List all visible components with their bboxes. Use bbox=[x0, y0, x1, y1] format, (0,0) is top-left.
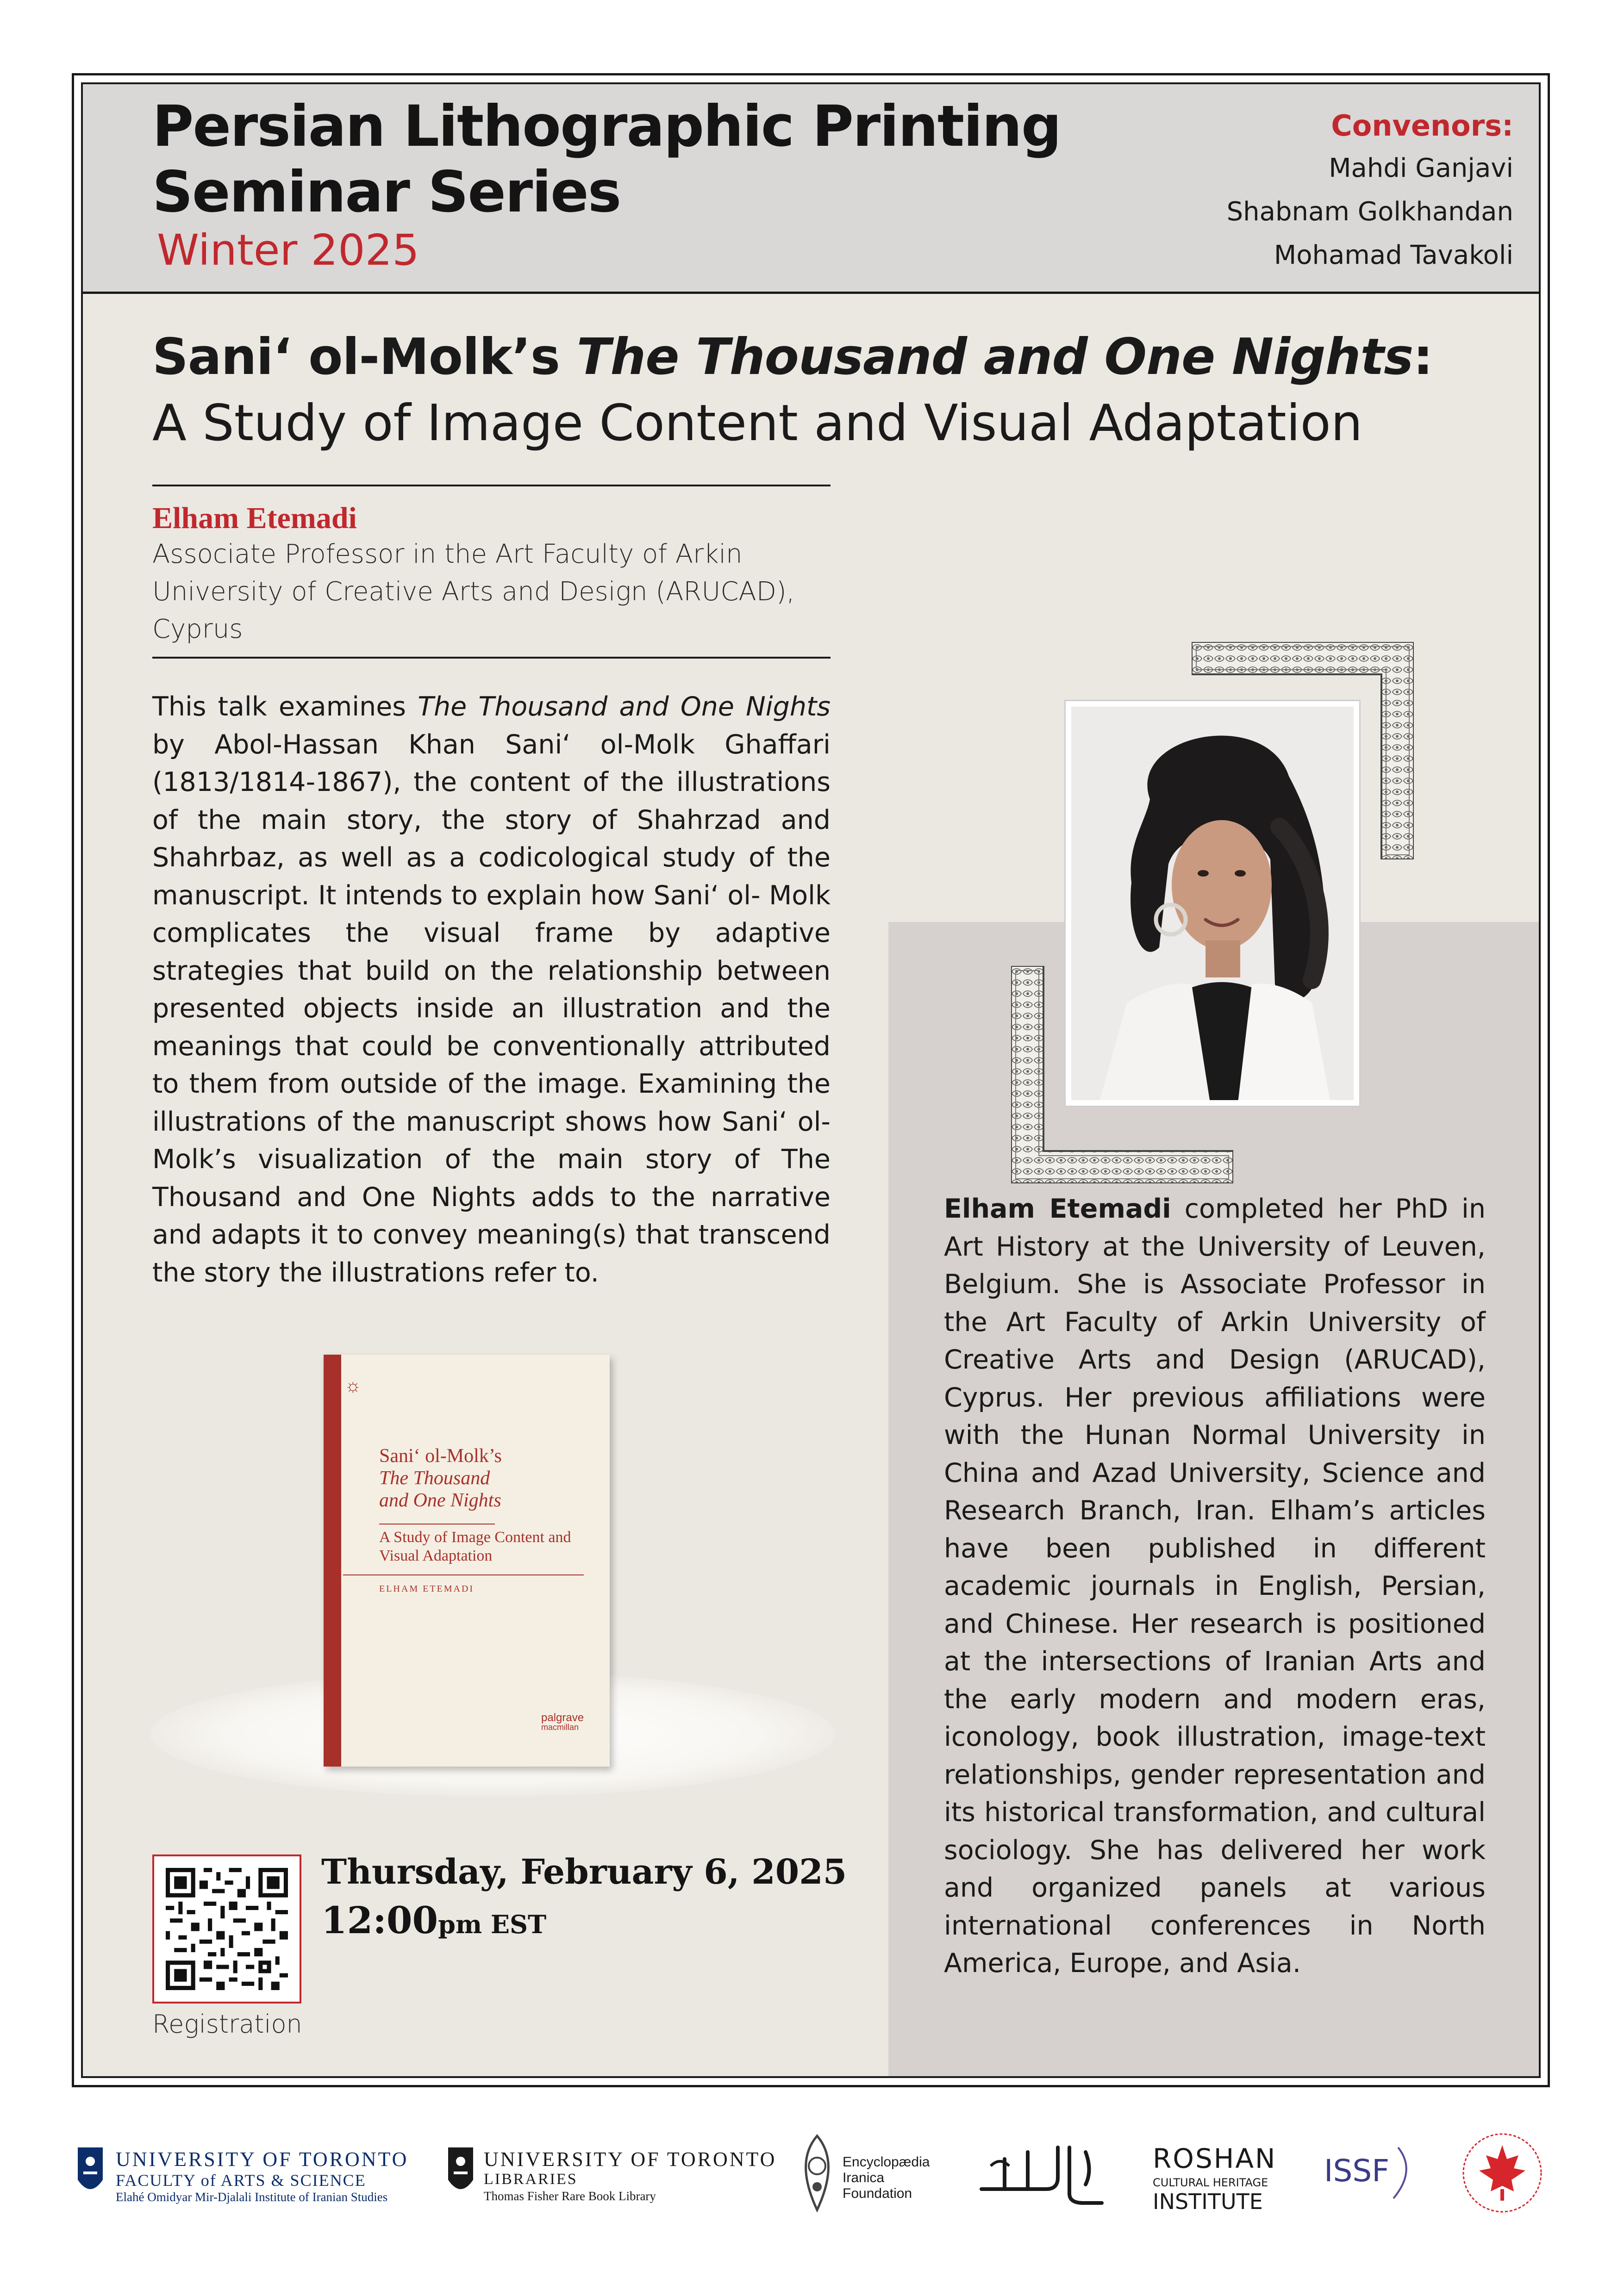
book-title-line: Sani‘ ol-Molk’s bbox=[379, 1445, 502, 1467]
poster-body bbox=[81, 82, 1541, 2078]
uoft-libraries-crest-icon bbox=[444, 2138, 477, 2203]
season-label: Winter 2025 bbox=[157, 225, 419, 275]
event-time-value: 12:00 bbox=[321, 1898, 438, 1942]
book-author: ELHAM ETEMADI bbox=[379, 1584, 475, 1594]
uoft-fas-line2: FACULTY of ARTS & SCIENCE bbox=[116, 2171, 366, 2190]
book-subtitle: A Study of Image Content and Visual Adaptation bbox=[379, 1529, 571, 1564]
convenor-name: Shabnam Golkhandan bbox=[1226, 197, 1513, 227]
portrait-illustration bbox=[1071, 707, 1354, 1100]
talk-subtitle: A Study of Image Content and Visual Adaptation bbox=[152, 394, 1363, 452]
book-publisher bbox=[541, 1713, 584, 1732]
registration-label: Registration bbox=[152, 2010, 302, 2039]
iran-nameh-calligraphy-logo-icon bbox=[977, 2138, 1106, 2208]
event-date: Thursday, February 6, 2025 bbox=[321, 1852, 847, 1892]
book-title bbox=[379, 1445, 601, 1512]
uoft-lib-line3: Thomas Fisher Rare Book Library bbox=[484, 2189, 656, 2203]
book-cover bbox=[324, 1355, 610, 1767]
sponsor-logos bbox=[0, 2110, 1624, 2263]
event-time-suffix: pm EST bbox=[438, 1910, 547, 1939]
talk-title-prefix: Sani‘ ol-Molk’s bbox=[152, 328, 577, 386]
qr-code-icon bbox=[166, 1868, 288, 1990]
book-spine bbox=[324, 1355, 341, 1767]
roshan-line2: CULTURAL HERITAGE bbox=[1153, 2176, 1268, 2189]
iranica-line: Foundation bbox=[843, 2186, 912, 2201]
publisher-line: macmillan bbox=[541, 1723, 579, 1732]
talk-title-line1 bbox=[152, 325, 1433, 390]
uoft-lib-line1: UNIVERSITY OF TORONTO bbox=[484, 2148, 777, 2171]
speaker-photo-image bbox=[1071, 707, 1354, 1100]
convenor-name: Mahdi Ganjavi bbox=[1329, 153, 1513, 183]
speaker-affiliation: Associate Professor in the Art Faculty of Arkin University of Creative Arts and Design (ARUCAD), Cyprus bbox=[152, 539, 795, 644]
talk-title-italic: The Thousand and One Nights bbox=[576, 328, 1413, 386]
abstract-text bbox=[152, 688, 831, 1292]
header-band bbox=[83, 84, 1539, 294]
divider-rule bbox=[152, 657, 831, 659]
event-time bbox=[321, 1898, 546, 1942]
sun-icon: ☼ bbox=[344, 1375, 362, 1396]
registration-qr-code[interactable] bbox=[152, 1854, 301, 2004]
series-title-line1: Persian Lithographic Printing bbox=[152, 93, 1061, 159]
iranica-text bbox=[843, 2154, 930, 2202]
divider-rule bbox=[152, 485, 831, 486]
speaker-name: Elham Etemadi bbox=[152, 501, 357, 535]
bio-name: Elham Etemadi bbox=[944, 1194, 1171, 1224]
uoft-fas-line1: UNIVERSITY OF TORONTO bbox=[116, 2148, 409, 2171]
abstract-italic: The Thousand and One Nights bbox=[418, 691, 831, 722]
abstract-lead: This talk examines bbox=[152, 691, 418, 722]
bio-text: completed her PhD in Art History at the University of Leuven, Belgium. She is Associate Professor in the Art Faculty of Arkin University of Creative Arts and Design (ARUCAD), Cyprus. Her previous affiliations were with the Hunan Normal University in China and Azad University, Science and Research Branch, Iran. Elham’s articles have been published in different academic journals in English, Persian, and Chinese. Her research is positioned at the intersections of Iranian Arts and the early modern and modern eras, iconology, book illustration, image-text relationships, gender representation and its historical transformation, and cultural sociology. She has delivered her work and organized panels at various international conferences in North America, Europe, and Asia. bbox=[944, 1194, 1486, 1979]
iranica-emblem-icon bbox=[796, 2134, 838, 2212]
publisher-line: palgrave bbox=[541, 1711, 584, 1724]
issf-text: ISSF bbox=[1324, 2153, 1390, 2189]
book-title-line: and One Nights bbox=[379, 1490, 501, 1511]
iranica-line: Encyclopædia bbox=[843, 2154, 930, 2170]
book-rule bbox=[343, 1574, 584, 1575]
csips-maple-leaf-logo-icon bbox=[1461, 2131, 1544, 2215]
convenor-name: Mohamad Tavakoli bbox=[1274, 240, 1513, 270]
abstract-rest: by Abol-Hassan Khan Sani‘ ol-Molk Ghaffari (1813/1814-1867), the content of the illustrations of the main story, the story of Shahrzad and Shahrbaz, as well as a codicological study of the manuscript. It intends to explain how Sani‘ ol- Molk complicates the visual frame by adaptive strategies that build on the relationship between presented objects inside an illustration and the meanings that could be conventionally attributed to them from outside of the image. Examining the illustrations of the manuscript shows how Sani‘ ol-Molk’s visualization of the main story of The Thousand and One Nights adds to the narrative and adapts it to convey meaning(s) that transcend the story the illustrations refer to. bbox=[152, 729, 831, 1288]
uoft-fas-line3: Elahé Omidyar Mir-Djalali Institute of Iranian Studies bbox=[116, 2190, 388, 2204]
series-title-line2: Seminar Series bbox=[152, 159, 621, 225]
speaker-bio bbox=[944, 1190, 1486, 1983]
series-title bbox=[152, 93, 1061, 225]
uoft-crest-icon bbox=[74, 2138, 106, 2203]
roshan-line1: ROSHAN bbox=[1153, 2143, 1277, 2174]
uoft-lib-line2: LIBRARIES bbox=[484, 2171, 578, 2188]
convenors-label: Convenors: bbox=[1331, 109, 1513, 143]
book-title-line: The Thousand bbox=[379, 1468, 490, 1489]
convenors-block bbox=[1227, 105, 1513, 277]
talk-title-suffix: : bbox=[1413, 328, 1433, 386]
iranica-line: Iranica bbox=[843, 2170, 885, 2185]
talk-title bbox=[152, 325, 1433, 457]
speaker-photo bbox=[1064, 700, 1361, 1107]
roshan-line3: INSTITUTE bbox=[1153, 2189, 1263, 2214]
